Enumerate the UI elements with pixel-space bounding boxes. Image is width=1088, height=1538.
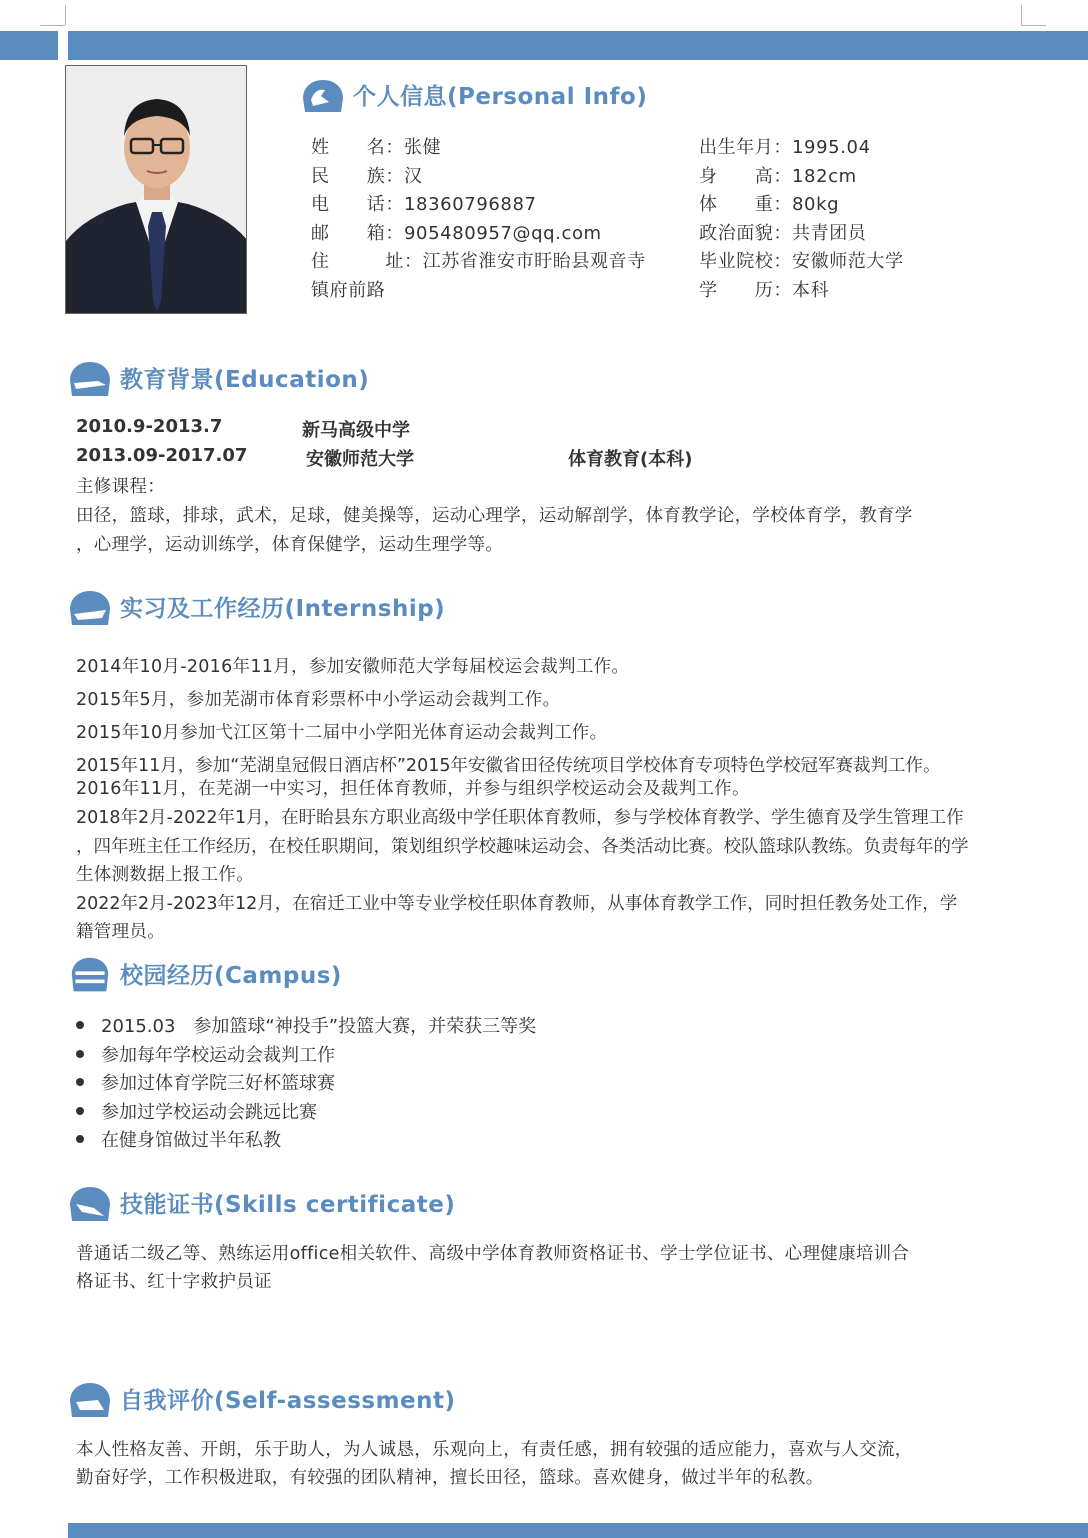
edu-school: 安徽师范大学 [306, 449, 414, 470]
footer-bar [68, 1523, 1088, 1538]
info-value: 镇府前路 [311, 280, 386, 301]
campus-icon [68, 955, 112, 995]
internship-line: 2015年5月，参加芜湖市体育彩票杯中小学运动会裁判工作。 [76, 690, 561, 710]
info-label: 政治面貌： [699, 223, 792, 244]
section-skills-title: 技能证书(Skills certificate) [120, 1192, 456, 1218]
section-education-header [68, 359, 468, 399]
certificate-icon [68, 1184, 112, 1224]
info-label: 毕业院校： [699, 251, 792, 272]
crop-mark-tl-v [65, 5, 66, 25]
info-value: 本科 [792, 280, 830, 301]
section-self-title: 自我评价(Self-assessment) [120, 1388, 456, 1414]
bullet-icon [76, 1021, 84, 1029]
self-assessment-icon [68, 1380, 112, 1420]
info-label: 姓 名： [311, 137, 404, 158]
campus-item [76, 1041, 335, 1067]
info-label: 出生年月： [699, 137, 792, 158]
info-ethnicity [311, 162, 423, 188]
info-weight [699, 190, 839, 216]
info-phone [311, 190, 537, 216]
campus-item-text: 参加过学校运动会跳远比赛 [101, 1102, 317, 1123]
internship-line: 2018年2月-2022年1月，在盱眙县东方职业高级中学任职体育教师，参与学校体育教学、学生德育及学生管理工作 [76, 808, 964, 828]
section-campus-title: 校园经历(Campus) [120, 963, 342, 989]
internship-line: 生体测数据上报工作。 [76, 865, 254, 885]
section-personal-title: 个人信息(Personal Info) [353, 84, 648, 110]
internship-line: ，四年班主任工作经历，在校任职期间，策划组织学校趣味运动会、各类活动比赛。校队篮球队教练。负责每年的学 [76, 837, 969, 857]
section-self-header [68, 1380, 518, 1420]
bullet-icon [76, 1050, 84, 1058]
info-label: 邮 箱： [311, 223, 404, 244]
info-political [699, 219, 866, 245]
self-line: 本人性格友善、开朗，乐于助人，为人诚恳，乐观向上，有责任感，拥有较强的适应能力，喜欢与人交流， [76, 1440, 913, 1460]
graduation-cap-icon [68, 359, 112, 399]
skills-line: 普通话二级乙等、熟练运用office相关软件、高级中学体育教师资格证书、学士学位证书、心理健康培训合 [76, 1244, 910, 1264]
header-bar-left [0, 31, 58, 60]
campus-item-text: 2015.03 参加篮球“神投手”投篮大赛，并荣获三等奖 [101, 1016, 537, 1037]
info-school [699, 247, 904, 273]
info-label: 民 族： [311, 166, 404, 187]
self-line: 勤奋好学，工作积极进取，有较强的团队精神，擅长田径，篮球。喜欢健身，做过半年的私教。 [76, 1468, 824, 1488]
crop-mark-tr-v [1021, 5, 1022, 25]
skills-line: 格证书、红十字救护员证 [76, 1272, 272, 1292]
info-degree [699, 276, 829, 302]
info-label: 学 历： [699, 280, 792, 301]
section-personal-header [301, 76, 701, 116]
header-bar [68, 31, 1088, 60]
campus-item [76, 1069, 335, 1095]
campus-item [76, 1012, 536, 1038]
internship-line: 籍管理员。 [76, 922, 165, 942]
info-value: 共青团员 [792, 223, 867, 244]
courses-line: 田径，篮球，排球，武术，足球，健美操等，运动心理学，运动解剖学，体育教学论，学校体育学，教育学 [76, 506, 913, 526]
info-label: 身 高： [699, 166, 792, 187]
info-name [311, 133, 441, 159]
courses-label: 主修课程： [76, 477, 165, 497]
person-icon [301, 76, 345, 116]
internship-line: 2014年10月-2016年11月，参加安徽师范大学每届校运会裁判工作。 [76, 657, 630, 677]
info-value: 1995.04 [792, 137, 871, 158]
profile-photo [65, 65, 247, 314]
internship-line: 2015年10月参加弋江区第十二届中小学阳光体育运动会裁判工作。 [76, 723, 608, 743]
campus-item-text: 在健身馆做过半年私教 [101, 1130, 281, 1151]
internship-line: 2016年11月，在芜湖一中实习，担任体育教师，并参与组织学校运动会及裁判工作。 [76, 779, 750, 799]
crop-mark-tl-h [40, 25, 65, 26]
info-label: 电 话： [311, 194, 404, 215]
edu-period: 2010.9-2013.7 [76, 416, 223, 437]
info-address [311, 247, 646, 273]
section-skills-header [68, 1184, 518, 1224]
edu-period: 2013.09-2017.07 [76, 445, 248, 466]
info-label: 住 址： [311, 251, 423, 272]
bullet-icon [76, 1078, 84, 1086]
info-value: 张健 [404, 137, 442, 158]
bullet-icon [76, 1107, 84, 1115]
internship-line: 2015年11月，参加“芜湖皇冠假日酒店杯”2015年安徽省田径传统项目学校体育专项特色学校冠军赛裁判工作。 [76, 756, 941, 776]
edu-school: 新马高级中学 [302, 420, 410, 441]
info-email [311, 219, 602, 245]
info-birth [699, 133, 871, 159]
courses-line: ，心理学，运动训练学，体育保健学，运动生理学等。 [76, 535, 504, 555]
info-height [699, 162, 857, 188]
campus-item-text: 参加每年学校运动会裁判工作 [101, 1045, 335, 1066]
edu-major: 体育教育(本科) [568, 449, 693, 470]
campus-item [76, 1098, 317, 1124]
info-value: 江苏省淮安市盱眙县观音寺 [422, 251, 646, 272]
info-value: 汉 [404, 166, 423, 187]
campus-item [76, 1126, 281, 1152]
section-internship-title: 实习及工作经历(Internship) [120, 596, 446, 622]
section-campus-header [68, 955, 468, 995]
bullet-icon [76, 1135, 84, 1143]
campus-item-text: 参加过体育学院三好杯篮球赛 [101, 1073, 335, 1094]
info-address-cont [311, 276, 385, 302]
crop-mark-tr-h [1021, 25, 1046, 26]
info-value: 18360796887 [404, 194, 537, 215]
info-value: 182cm [792, 166, 857, 187]
info-label: 体 重： [699, 194, 792, 215]
info-value: 安徽师范大学 [792, 251, 904, 272]
info-value: 905480957@qq.com [404, 223, 602, 244]
briefcase-icon [68, 588, 112, 628]
section-education-title: 教育背景(Education) [120, 367, 370, 393]
internship-line: 2022年2月-2023年12月，在宿迁工业中等专业学校任职体育教师，从事体育教学工作，同时担任教务处工作，学 [76, 894, 958, 914]
section-internship-header [68, 588, 518, 628]
info-value: 80kg [792, 194, 840, 215]
